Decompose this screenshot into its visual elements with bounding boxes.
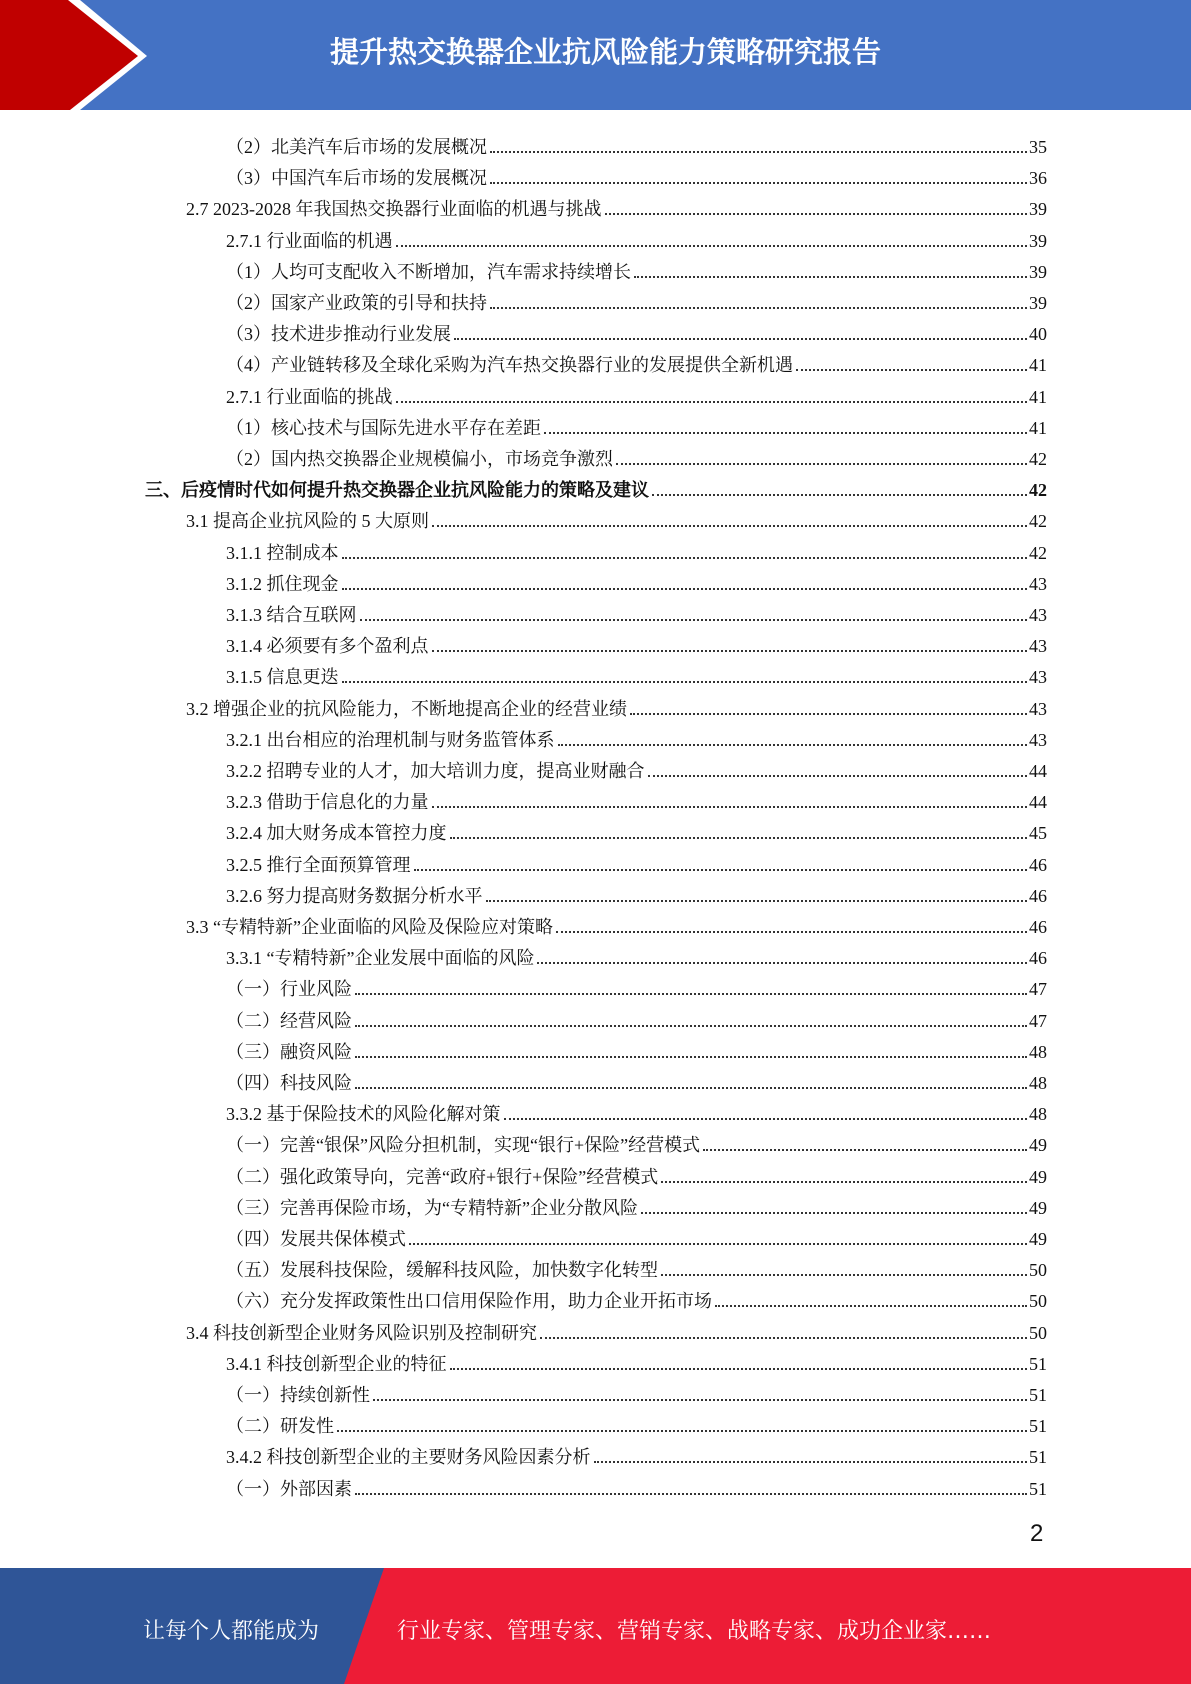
dot-leader bbox=[796, 369, 1027, 371]
toc-entry-title: 2.7.1 行业面临的挑战 bbox=[226, 386, 393, 407]
toc-entry[interactable] bbox=[145, 470, 1047, 501]
toc-entry-page: 51 bbox=[1029, 1478, 1047, 1499]
toc-entry-title: （四）发展共保体模式 bbox=[226, 1229, 406, 1249]
toc-entry-page: 45 bbox=[1029, 823, 1047, 844]
dot-leader bbox=[355, 1493, 1027, 1495]
toc-entry-title: （四）科技风险 bbox=[226, 1073, 352, 1093]
toc-entry[interactable] bbox=[226, 533, 1047, 564]
toc-entry-title: （1）人均可支配收入不断增加，汽车需求持续增长 bbox=[226, 261, 631, 282]
toc-entry-page: 46 bbox=[1029, 917, 1047, 937]
toc-entry-title: 3.1 提高企业抗风险的 5 大原则 bbox=[186, 511, 429, 532]
toc-entry[interactable] bbox=[226, 876, 1047, 907]
toc-entry-page: 51 bbox=[1029, 1447, 1047, 1468]
dot-leader bbox=[355, 1056, 1027, 1058]
dot-leader bbox=[648, 775, 1028, 777]
toc-entry[interactable] bbox=[226, 127, 1047, 158]
dot-leader bbox=[432, 650, 1028, 652]
toc-entry[interactable] bbox=[226, 1063, 1047, 1094]
toc-entry-title: （3）中国汽车后市场的发展概况 bbox=[226, 168, 487, 189]
toc-entry-page: 50 bbox=[1029, 1291, 1047, 1312]
dot-leader bbox=[490, 182, 1027, 184]
dot-leader bbox=[337, 1430, 1027, 1432]
dot-leader bbox=[432, 525, 1027, 527]
dot-leader bbox=[355, 1087, 1027, 1089]
toc-entry-page: 48 bbox=[1029, 1073, 1047, 1093]
toc-entry[interactable] bbox=[226, 1437, 1047, 1468]
toc-entry[interactable] bbox=[226, 1219, 1047, 1250]
toc-entry[interactable] bbox=[226, 1250, 1047, 1281]
toc-entry-title: 3.4 科技创新型企业财务风险识别及控制研究 bbox=[186, 1322, 537, 1343]
dot-leader bbox=[544, 432, 1027, 434]
dot-leader bbox=[355, 1025, 1027, 1027]
dot-leader bbox=[355, 993, 1027, 995]
toc-entry-page: 50 bbox=[1029, 1322, 1047, 1343]
toc-entry-page: 43 bbox=[1029, 667, 1047, 688]
toc-entry-page: 49 bbox=[1029, 1197, 1047, 1218]
dot-leader bbox=[594, 1461, 1028, 1463]
toc-entry-page: 39 bbox=[1029, 261, 1047, 282]
toc-entry-page: 41 bbox=[1029, 417, 1047, 438]
toc-entry-title: （二）强化政策导向，完善“政府+银行+保险”经营模式 bbox=[226, 1166, 659, 1187]
toc-entry-page: 47 bbox=[1029, 1010, 1047, 1031]
toc-entry-page: 51 bbox=[1029, 1385, 1047, 1405]
toc-entry-title: （二）研发性 bbox=[226, 1416, 334, 1437]
toc-entry[interactable] bbox=[186, 1313, 1047, 1344]
toc-entry-page: 35 bbox=[1029, 137, 1047, 157]
toc-entry[interactable] bbox=[226, 1001, 1047, 1032]
toc-entry-title: （三）完善再保险市场，为“专精特新”企业分散风险 bbox=[226, 1197, 638, 1218]
toc-entry-title: 三、后疫情时代如何提升热交换器企业抗风险能力的策略及建议 bbox=[145, 480, 649, 501]
dot-leader bbox=[661, 1274, 1027, 1276]
toc-entry[interactable] bbox=[226, 564, 1047, 595]
toc-entry-title: （1）核心技术与国际先进水平存在差距 bbox=[226, 417, 541, 438]
dot-leader bbox=[490, 307, 1027, 309]
toc-entry-title: 3.2 增强企业的抗风险能力，不断地提高企业的经营业绩 bbox=[186, 698, 627, 719]
dot-leader bbox=[450, 837, 1028, 839]
dot-leader bbox=[486, 900, 1028, 902]
dot-leader bbox=[605, 213, 1028, 215]
dot-leader bbox=[342, 681, 1028, 683]
toc-entry-title: 3.1.2 抓住现金 bbox=[226, 573, 339, 594]
toc-entry-page: 42 bbox=[1029, 542, 1047, 563]
toc-entry-title: （二）经营风险 bbox=[226, 1010, 352, 1031]
toc-entry[interactable] bbox=[186, 501, 1047, 532]
toc-entry[interactable] bbox=[226, 408, 1047, 439]
toc-entry-title: （一）行业风险 bbox=[226, 979, 352, 1000]
toc-entry[interactable] bbox=[226, 938, 1047, 969]
toc-entry-title: 3.3.1 “专精特新”企业发展中面临的风险 bbox=[226, 948, 535, 969]
toc-entry[interactable] bbox=[226, 1469, 1047, 1500]
toc-entry-title: 3.2.1 出台相应的治理机制与财务监管体系 bbox=[226, 729, 555, 750]
toc-entry-title: （4）产业链转移及全球化采购为汽车热交换器行业的发展提供全新机遇 bbox=[226, 355, 793, 376]
dot-leader bbox=[414, 869, 1028, 871]
footer-slogan-left: 让每个人都能成为 bbox=[143, 1619, 320, 1644]
toc-entry-page: 44 bbox=[1029, 792, 1047, 813]
toc-entry-title: （六）充分发挥政策性出口信用保险作用，助力企业开拓市场 bbox=[226, 1291, 712, 1312]
toc-entry-page: 43 bbox=[1029, 605, 1047, 625]
toc-entry[interactable] bbox=[226, 1344, 1047, 1375]
toc-entry-page: 50 bbox=[1029, 1260, 1047, 1281]
toc-entry[interactable] bbox=[186, 189, 1047, 220]
dot-leader bbox=[630, 713, 1027, 715]
toc-entry[interactable] bbox=[226, 221, 1047, 252]
toc-entry-title: 3.1.4 必须要有多个盈利点 bbox=[226, 636, 429, 657]
page-number: 2 bbox=[1030, 1520, 1044, 1547]
toc-entry-title: 3.4.2 科技创新型企业的主要财务风险因素分析 bbox=[226, 1447, 591, 1468]
toc-entry[interactable] bbox=[226, 439, 1047, 470]
toc-entry[interactable] bbox=[226, 1406, 1047, 1437]
toc-entry[interactable] bbox=[226, 158, 1047, 189]
toc-entry-page: 49 bbox=[1029, 1166, 1047, 1187]
dot-leader bbox=[661, 1181, 1027, 1183]
toc-entry[interactable] bbox=[226, 1281, 1047, 1312]
toc-entry-title: 2.7 2023-2028 年我国热交换器行业面临的机遇与挑战 bbox=[186, 199, 602, 220]
dot-leader bbox=[504, 1118, 1028, 1120]
toc-entry-title: 3.2.5 推行全面预算管理 bbox=[226, 854, 411, 875]
toc-entry-page: 41 bbox=[1029, 386, 1047, 407]
toc-entry-title: （一）完善“银保”风险分担机制，实现“银行+保险”经营模式 bbox=[226, 1135, 701, 1156]
dot-leader bbox=[409, 1243, 1027, 1245]
dot-leader bbox=[450, 1368, 1028, 1370]
toc-entry[interactable] bbox=[226, 314, 1047, 345]
dot-leader bbox=[432, 806, 1028, 808]
toc-entry[interactable] bbox=[226, 1094, 1047, 1125]
toc-entry-page: 49 bbox=[1029, 1229, 1047, 1249]
toc-entry[interactable] bbox=[226, 782, 1047, 813]
footer-slogan-right: 行业专家、管理专家、营销专家、战略专家、成功企业家…… bbox=[397, 1619, 992, 1644]
toc-entry-page: 36 bbox=[1029, 168, 1047, 189]
toc-entry-title: 3.2.4 加大财务成本管控力度 bbox=[226, 823, 447, 844]
toc-entry-page: 39 bbox=[1029, 230, 1047, 251]
dot-leader bbox=[540, 1337, 1027, 1339]
dot-leader bbox=[342, 557, 1028, 559]
toc-entry[interactable] bbox=[226, 969, 1047, 1000]
toc-entry[interactable] bbox=[226, 1032, 1047, 1063]
toc-entry-page: 43 bbox=[1029, 698, 1047, 719]
dot-leader bbox=[558, 744, 1028, 746]
dot-leader bbox=[537, 962, 1027, 964]
toc-entry-page: 47 bbox=[1029, 979, 1047, 1000]
dot-leader bbox=[490, 151, 1027, 153]
toc-entry-title: （2）国内热交换器企业规模偏小，市场竞争激烈 bbox=[226, 449, 613, 469]
toc-entry[interactable] bbox=[226, 1375, 1047, 1406]
page-header bbox=[0, 0, 1191, 110]
toc-entry-title: 3.4.1 科技创新型企业的特征 bbox=[226, 1353, 447, 1374]
toc-entry[interactable] bbox=[226, 283, 1047, 314]
toc-entry[interactable] bbox=[226, 377, 1047, 408]
toc-entry-title: （一）持续创新性 bbox=[226, 1385, 370, 1405]
toc-entry[interactable] bbox=[226, 751, 1047, 782]
toc-entry-title: 3.2.6 努力提高财务数据分析水平 bbox=[226, 885, 483, 906]
page-footer bbox=[0, 1568, 1191, 1684]
dot-leader bbox=[641, 1212, 1027, 1214]
toc-entry-title: （2）北美汽车后市场的发展概况 bbox=[226, 137, 487, 157]
toc-entry-page: 42 bbox=[1029, 480, 1047, 501]
toc-entry-page: 46 bbox=[1029, 948, 1047, 969]
dot-leader bbox=[556, 931, 1027, 933]
toc-entry[interactable] bbox=[186, 689, 1047, 720]
toc-entry[interactable] bbox=[226, 252, 1047, 283]
dot-leader bbox=[715, 1305, 1027, 1307]
toc-entry-title: 3.1.1 控制成本 bbox=[226, 542, 339, 563]
toc-entry[interactable] bbox=[226, 813, 1047, 844]
toc-entry[interactable] bbox=[226, 595, 1047, 626]
dot-leader bbox=[373, 1399, 1027, 1401]
toc-entry-title: （3）技术进步推动行业发展 bbox=[226, 324, 451, 345]
toc-entry[interactable] bbox=[226, 657, 1047, 688]
toc-entry[interactable] bbox=[226, 845, 1047, 876]
document-title: 提升热交换器企业抗风险能力策略研究报告 bbox=[329, 35, 881, 69]
toc-entry-title: （2）国家产业政策的引导和扶持 bbox=[226, 293, 487, 313]
toc-entry-page: 48 bbox=[1029, 1104, 1047, 1125]
toc-entry-page: 39 bbox=[1029, 199, 1047, 220]
dot-leader bbox=[634, 276, 1027, 278]
toc-entry-page: 43 bbox=[1029, 729, 1047, 750]
toc-entry-page: 49 bbox=[1029, 1135, 1047, 1156]
toc-entry-page: 48 bbox=[1029, 1041, 1047, 1062]
toc-entry-title: 3.3.2 基于保险技术的风险化解对策 bbox=[226, 1104, 501, 1125]
toc-entry-page: 46 bbox=[1029, 885, 1047, 906]
toc-entry[interactable] bbox=[226, 626, 1047, 657]
toc-entry-title: 3.1.5 信息更迭 bbox=[226, 667, 339, 688]
dot-leader bbox=[616, 463, 1027, 465]
dot-leader bbox=[652, 494, 1027, 496]
dot-leader bbox=[396, 245, 1028, 247]
toc-entry-page: 51 bbox=[1029, 1416, 1047, 1437]
toc-entry-title: 3.1.3 结合互联网 bbox=[226, 605, 357, 625]
toc-entry-page: 41 bbox=[1029, 355, 1047, 376]
toc-entry[interactable] bbox=[226, 1125, 1047, 1156]
toc-entry-page: 44 bbox=[1029, 761, 1047, 781]
dot-leader bbox=[396, 401, 1028, 403]
toc-entry[interactable] bbox=[186, 907, 1047, 938]
dot-leader bbox=[360, 619, 1028, 621]
toc-entry-title: （一）外部因素 bbox=[226, 1478, 352, 1499]
toc-entry-page: 42 bbox=[1029, 449, 1047, 469]
toc-entry-page: 42 bbox=[1029, 511, 1047, 532]
toc-entry-title: （三）融资风险 bbox=[226, 1041, 352, 1062]
toc-entry-title: 2.7.1 行业面临的机遇 bbox=[226, 230, 393, 251]
toc-entry[interactable] bbox=[226, 720, 1047, 751]
toc-entry-page: 46 bbox=[1029, 854, 1047, 875]
dot-leader bbox=[454, 338, 1027, 340]
toc-entry[interactable] bbox=[226, 1188, 1047, 1219]
toc-entry-page: 43 bbox=[1029, 573, 1047, 594]
dot-leader bbox=[703, 1149, 1027, 1151]
toc-entry-title: （五）发展科技保险，缓解科技风险，加快数字化转型 bbox=[226, 1260, 658, 1281]
toc-entry[interactable] bbox=[226, 1157, 1047, 1188]
toc-entry-title: 3.2.2 招聘专业的人才，加大培训力度，提高业财融合 bbox=[226, 761, 645, 781]
toc-entry[interactable] bbox=[226, 345, 1047, 376]
dot-leader bbox=[342, 588, 1028, 590]
toc-entry-title: 3.2.3 借助于信息化的力量 bbox=[226, 792, 429, 813]
toc-entry-page: 43 bbox=[1029, 636, 1047, 657]
toc-entry-title: 3.3 “专精特新”企业面临的风险及保险应对策略 bbox=[186, 917, 553, 937]
toc-entry-page: 51 bbox=[1029, 1353, 1047, 1374]
toc-entry-page: 39 bbox=[1029, 293, 1047, 313]
toc-entry-page: 40 bbox=[1029, 324, 1047, 345]
